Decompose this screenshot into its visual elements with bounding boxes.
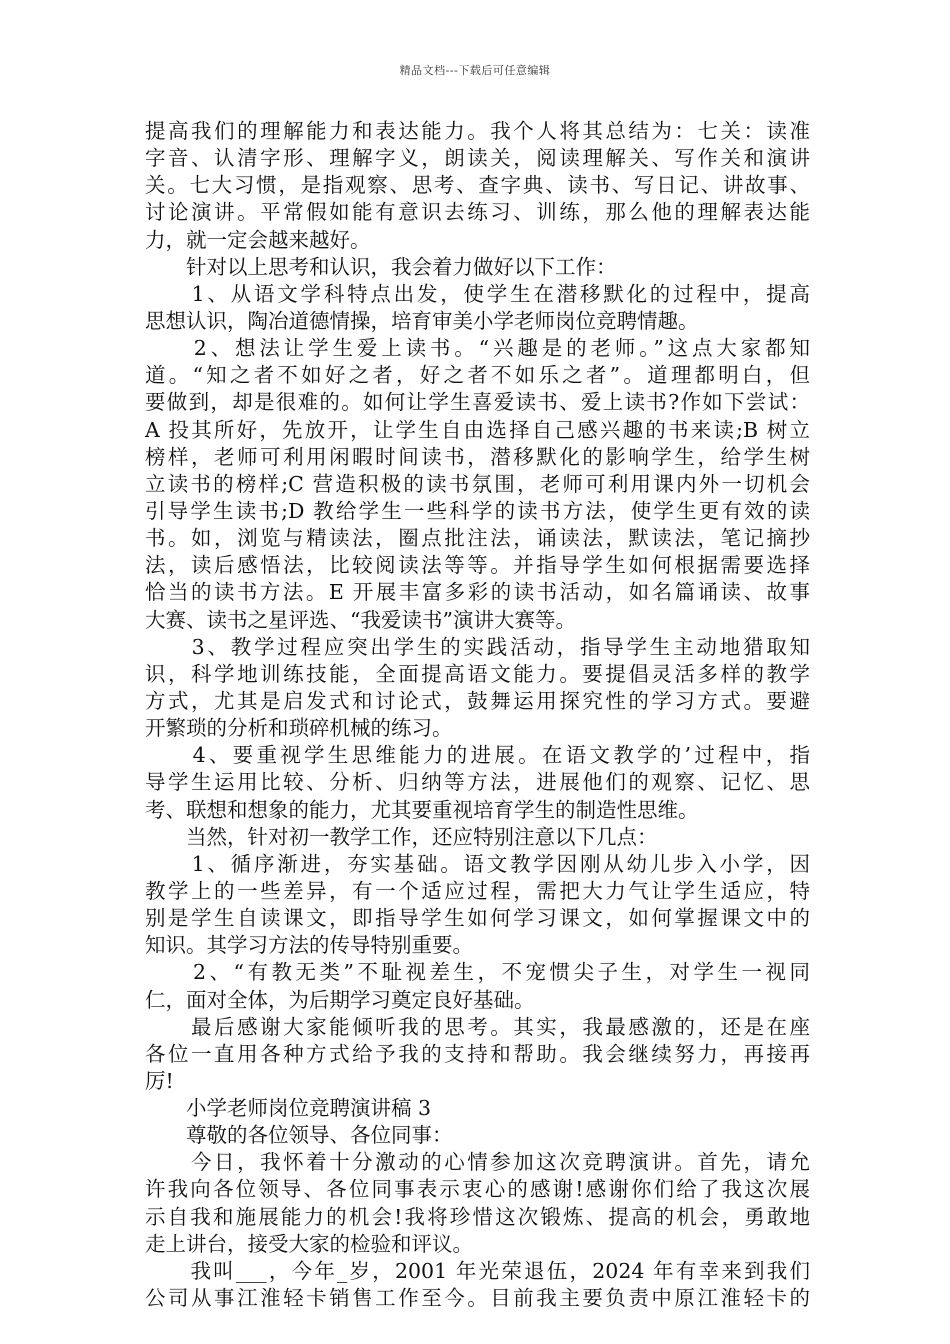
text-line: 别是学生自读课文，即指导学生如何学习课文，如何掌握课文中的 [145, 906, 810, 931]
text-line: 当然，针对初一教学工作，还应特别注意以下几点： [145, 824, 658, 849]
text-line: 法，读后感悟法，比较阅读法等等。并指导学生如何根据需要选择 [145, 553, 810, 578]
text-line: 要做到，却是很难的。如何让学生喜爱读书、爱上读书?作如下尝试： [145, 390, 810, 415]
text-line: 引导学生读书;D 教给学生一些科学的读书方法，使学生更有效的读 [145, 498, 810, 523]
text-line: A 投其所好，先放开，让学生自由选择自己感兴趣的书来读;B 树立 [145, 417, 810, 442]
text-line: 教学上的一些差异，有一个适应过程，需把大力气让学生适应，特 [145, 878, 810, 903]
text-line: 开繁琐的分析和琐碎机械的练习。 [145, 716, 453, 741]
text-line: 各位一直用各种方式给予我的支持和帮助。我会继续努力，再接再 [145, 1041, 810, 1066]
text-line: 2、想法让学生爱上读书。“兴趣是的老师。”这点大家都知 [145, 336, 810, 361]
text-line: 我叫___，今年_岁，2001 年光荣退伍，2024 年有幸来到我们 [145, 1258, 810, 1283]
text-line: 道。“知之者不如好之者，好之者不如乐之者”。道理都明白，但 [145, 363, 810, 388]
text-line: 小学老师岗位竞聘演讲稿 3 [145, 1096, 432, 1121]
text-line: 恰当的读书方法。E 开展丰富多彩的读书活动，如名篇诵读、故事 [145, 580, 810, 605]
text-line: 关。七大习惯，是指观察、思考、查字典、读书、写日记、讲故事、 [145, 173, 810, 198]
text-line: 1、循序渐进，夯实基础。语文教学因刚从幼儿步入小学，因 [145, 851, 810, 876]
text-line: 力，就一定会越来越好。 [145, 227, 371, 252]
text-line: 立读书的榜样;C 营造积极的读书氛围，老师可利用课内外一切机会 [145, 471, 810, 496]
text-line: 提高我们的理解能力和表达能力。我个人将其总结为：七关：读准 [145, 119, 810, 143]
text-line: 针对以上思考和认识，我会着力做好以下工作： [145, 254, 617, 279]
text-line: 大赛、读书之星评选、“我爱读书”演讲大赛等。 [145, 607, 576, 632]
text-line: 尊敬的各位领导、各位同事： [145, 1123, 453, 1148]
text-line: 许我向各位领导、各位同事表示衷心的感谢!感谢你们给了我这次展 [145, 1177, 810, 1202]
page-header: 精品文档---下载后可任意编辑 [399, 64, 551, 77]
text-line: 知识。其学习方法的传导特别重要。 [145, 933, 473, 958]
text-line: 考、联想和想象的能力，尤其要重视培育学生的制造性思维。 [145, 797, 699, 822]
text-line: 1、从语文学科特点出发，使学生在潜移默化的过程中，提高 [145, 281, 810, 306]
text-line: 2、“有教无类”不耻视差生，不宠惯尖子生，对学生一视同 [145, 960, 810, 985]
text-line: 讨论演讲。平常假如能有意识去练习、训练，那么他的理解表达能 [145, 200, 810, 225]
text-line: 字音、认清字形、理解字义，朗读关，阅读理解关、写作关和演讲 [145, 146, 810, 171]
text-line: 示自我和施展能力的机会!我将珍惜这次锻炼、提高的机会，勇敢地 [145, 1204, 810, 1229]
text-line: 厉! [145, 1068, 174, 1093]
text-line: 导学生运用比较、分析、归纳等方法，进展他们的观察、记忆、思 [145, 770, 810, 795]
text-line: 书。如，浏览与精读法，圈点批注法，诵读法，默读法，笔记摘抄 [145, 526, 810, 551]
text-line: 识，科学地训练技能，全面提高语文能力。要提倡灵活多样的教学 [145, 661, 810, 686]
text-line: 今日，我怀着十分激动的心情参加这次竞聘演讲。首先，请允 [145, 1150, 810, 1175]
text-line: 最后感谢大家能倾听我的思考。其实，我最感激的，还是在座 [145, 1014, 810, 1039]
text-line: 榜样，老师可利用闲暇时间读书，潜移默化的影响学生，给学生树 [145, 444, 810, 469]
text-line: 4、要重视学生思维能力的进展。在语文教学的’过程中，指 [145, 743, 810, 768]
text-line: 思想认识，陶冶道德情操，培育审美小学老师岗位竞聘情趣。 [145, 308, 699, 333]
text-line: 仁，面对全体，为后期学习奠定良好基础。 [145, 987, 535, 1012]
text-line: 走上讲台，接受大家的检验和评议。 [145, 1231, 473, 1256]
text-line: 3、教学过程应突出学生的实践活动，指导学生主动地猎取知 [145, 634, 810, 659]
text-line: 方式，尤其是启发式和讨论式，鼓舞运用探究性的学习方式。要避 [145, 688, 810, 713]
document-body [145, 118, 810, 1312]
text-line: 公司从事江淮轻卡销售工作至今。目前我主要负责中原江淮轻卡的 [145, 1286, 810, 1311]
